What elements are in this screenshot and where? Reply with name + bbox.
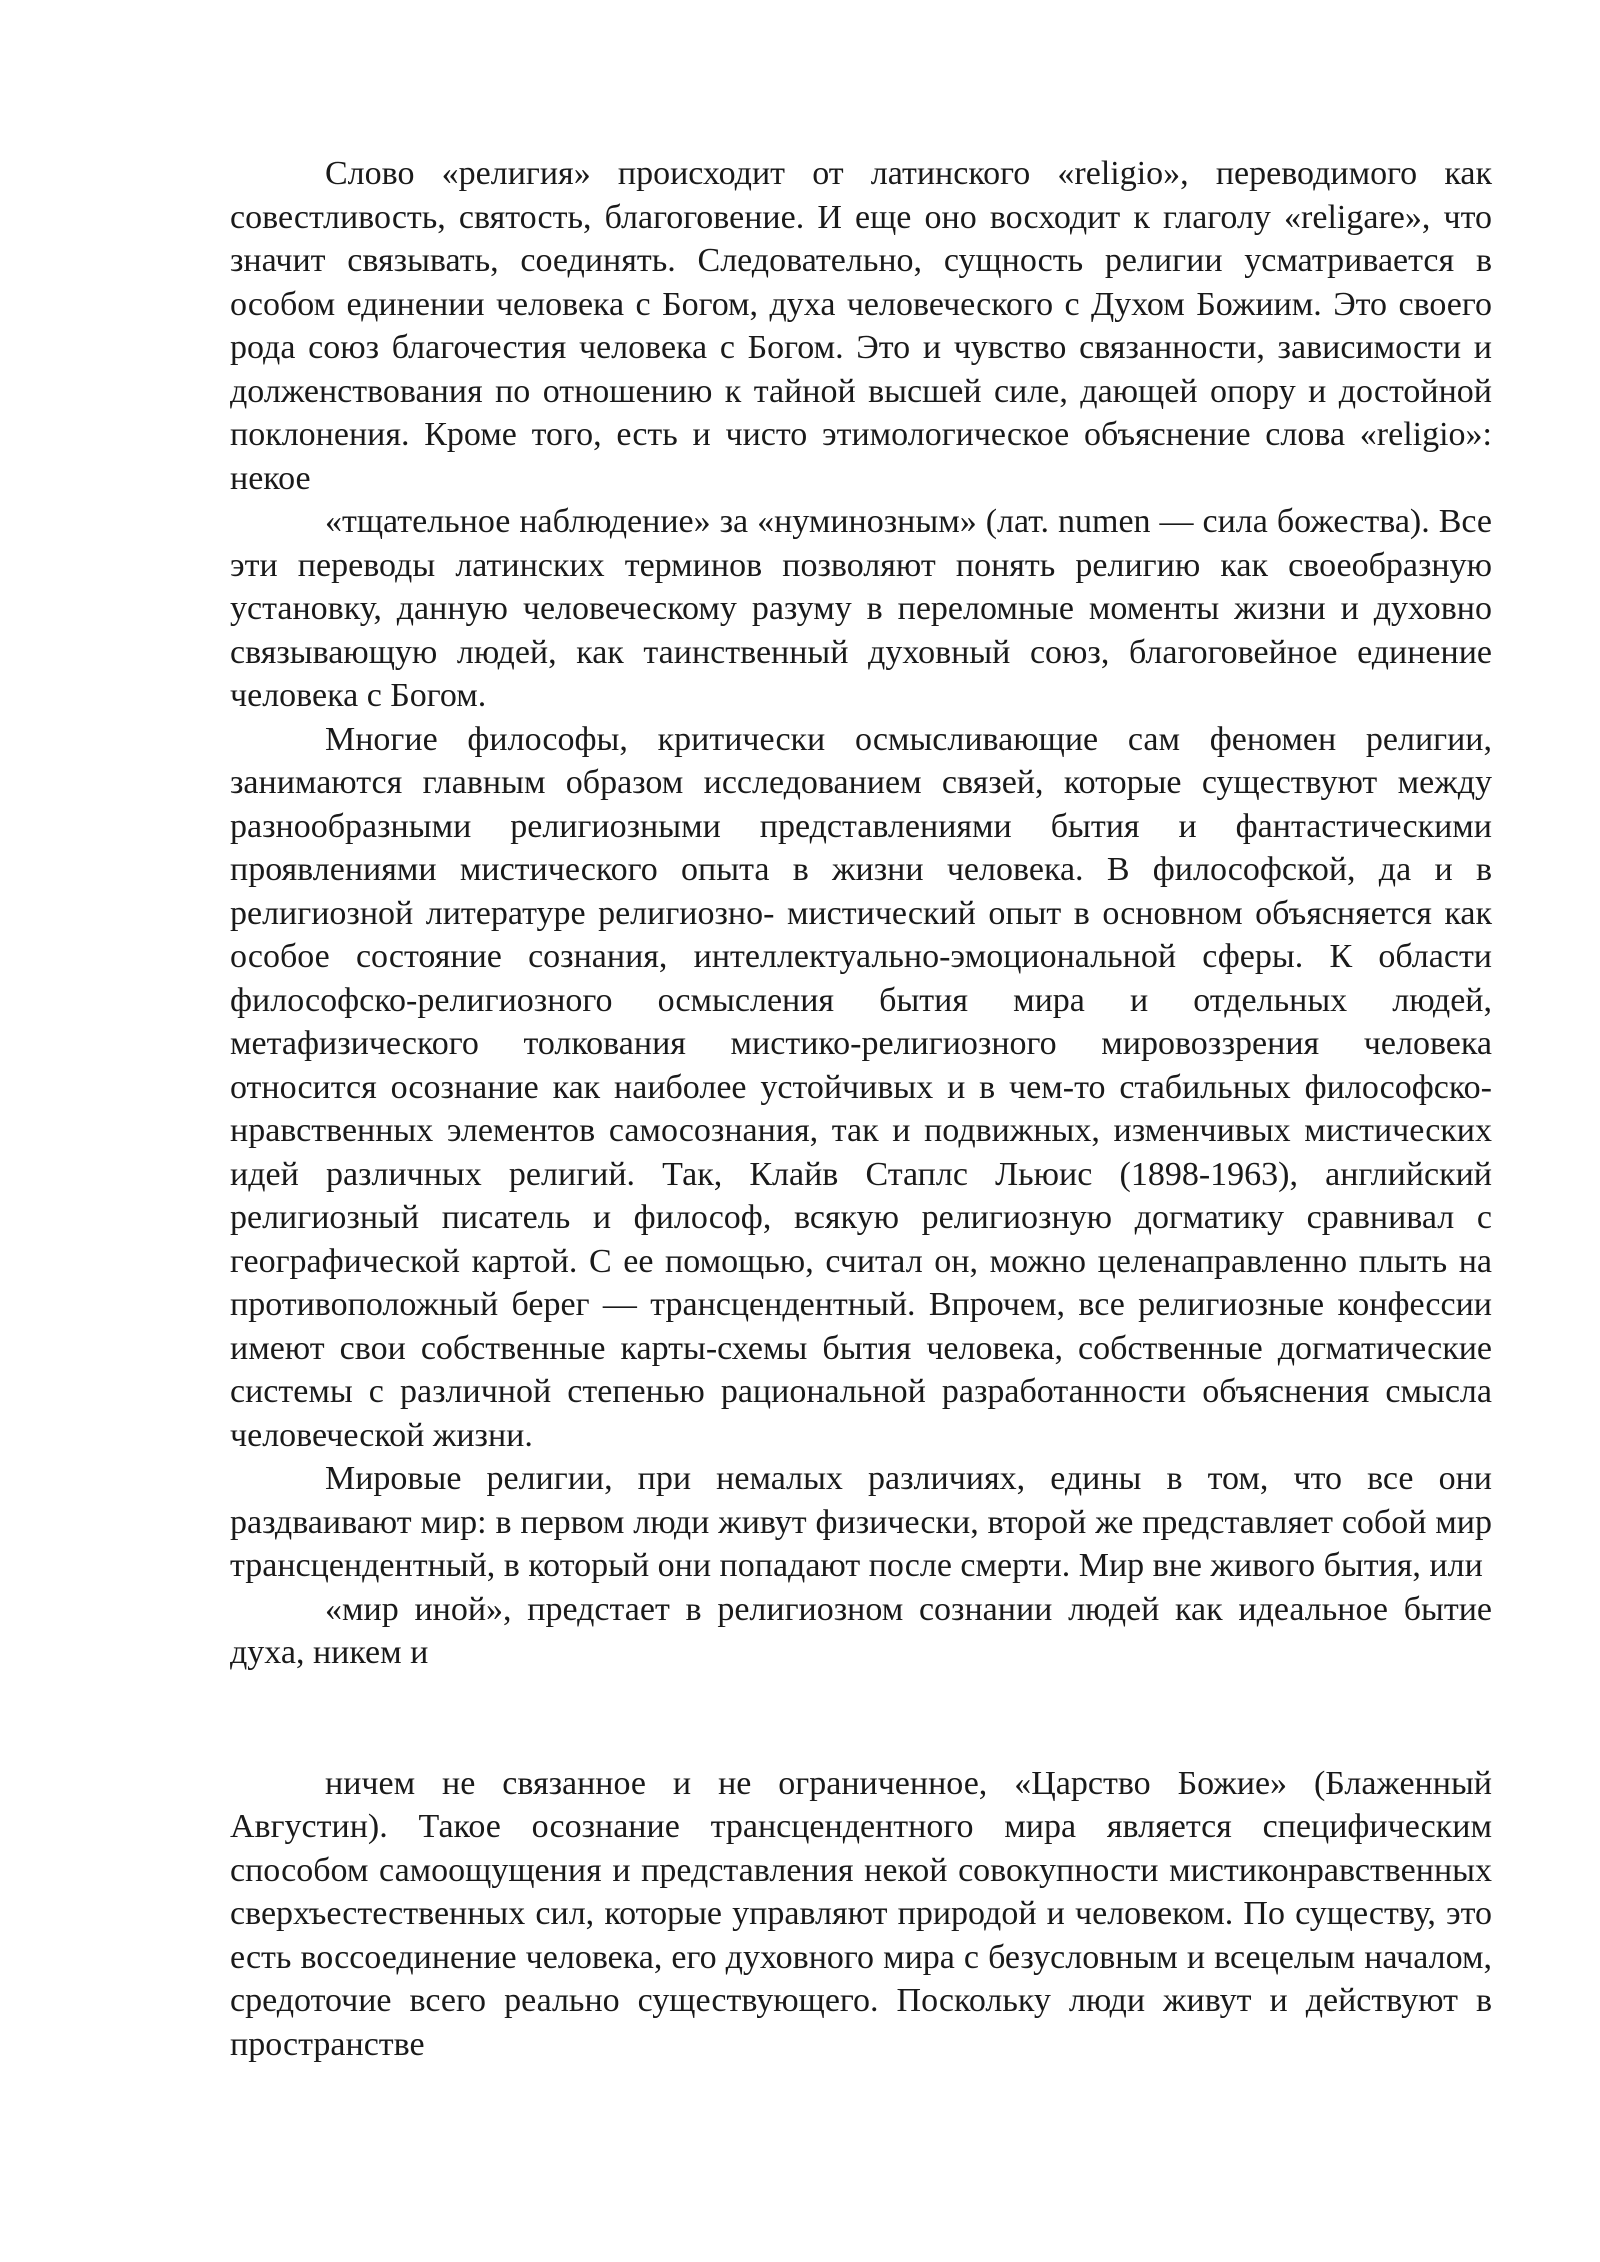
paragraph-2: «тщательное наблюдение» за «нуминозным» (лат. numen — сила божества). Все эти переводы латинских терминов позволяют понять религию как своеобразную установку, данную человеческому разуму в переломные моменты жизни и духовно связывающую людей, как таинственный духовный союз, благоговейное единение человека с Богом. [230,503,1492,714]
paragraph-1: Слово «религия» происходит от латинского «religio», переводимого как совестливость, святость, благоговение. И еще оно восходит к глаголу «religare», что значит связывать, соединять. Следовательно, сущность религии усматривается в особом единении человека с Богом, духа человеческого с Духом Божиим. Это своего рода союз благочестия человека с Богом. Это и чувство связанности, зависимости и долженствования по отношению к тайной высшей силе, дающей опору и достойной поклонения. Кроме того, есть и чисто этимологическое объяснение слова «religio»: некое [230,155,1492,497]
paragraph-gap [230,1675,1492,1762]
document-body [230,152,1492,2066]
paragraph-6: ничем не связанное и не ограниченное, «Царство Божие» (Блаженный Августин). Такое осознание трансцендентного мира является специфическим способом самоощущения и представления некой совокупности мистиконравственных сверхъестественных сил, которые управляют природой и человеком. По существу, это есть воссоединение человека, его духовного мира с безусловным и всецелым началом, средоточие всего реально существующего. Поскольку люди живут и действуют в пространстве [230,1764,1492,2063]
paragraph-4: Мировые религии, при немалых различиях, едины в том, что все они раздваивают мир: в первом люди живут физически, второй же представляет собой мир трансцендентный, в который они попадают после смерти. Мир вне живого бытия, или [230,1460,1492,1584]
paragraph-3: Многие философы, критически осмысливающие сам феномен религии, занимаются главным образом исследованием связей, которые существуют между разнообразными религиозными представлениями бытия и фантастическими проявлениями мистического опыта в жизни человека. В философской, да и в религиозной литературе религиозно- мистический опыт в основном объясняется как особое состояние сознания, интеллектуально-эмоциональной сферы. К области философско-религиозного осмысления бытия мира и отдельных людей, метафизического толкования мистико-религиозного мировоззрения человека относится осознание как наиболее устойчивых и в чем-то стабильных философско-нравственных элементов самосознания, так и подвижных, изменчивых мистических идей различных религий. Так, Клайв Стаплс Льюис (1898-1963), английский религиозный писатель и философ, всякую религиозную догматику сравнивал с географической картой. С ее помощью, считал он, можно целенаправленно плыть на противоположный берег — трансцендентный. Впрочем, все религиозные конфессии имеют свои собственные карты-схемы бытия человека, собственные догматические системы с различной степенью рациональной разработанности объяснения смысла человеческой жизни. [230,720,1492,1454]
paragraph-5: «мир иной», предстает в религиозном сознании людей как идеальное бытие духа, никем и [230,1590,1492,1671]
